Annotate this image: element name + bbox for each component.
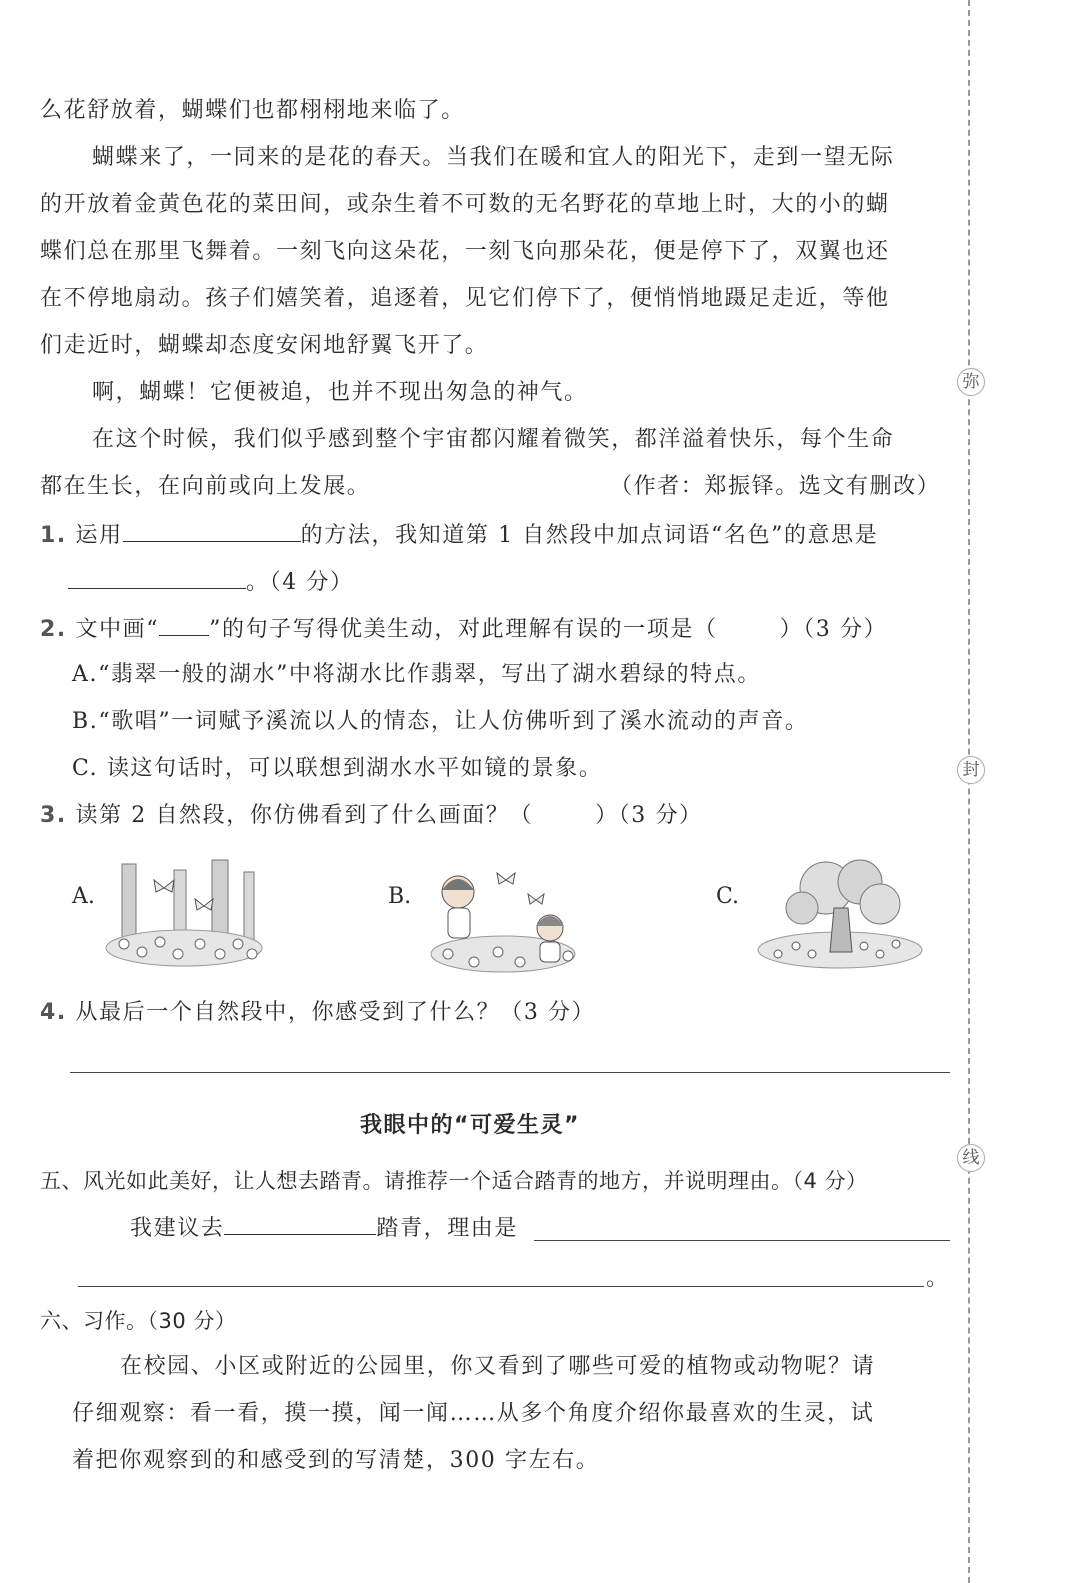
section-5-prompt — [130, 1212, 518, 1244]
question-score: ）（3 分） — [595, 803, 703, 828]
picture-label-b: B. — [388, 884, 412, 909]
reason-line[interactable] — [534, 1240, 950, 1241]
writing-prompt-line: 着把你观察到的和感受到的写清楚，300 字左右。 — [72, 1448, 600, 1473]
question-text: 文中画“ — [75, 617, 160, 642]
answer-blank[interactable] — [68, 566, 246, 589]
butterflies-in-forest-illustration — [104, 858, 264, 970]
question-number: 4. — [40, 1000, 67, 1025]
writing-prompt-line: 在校园、小区或附近的公园里，你又看到了哪些可爱的植物或动物呢？请 — [120, 1354, 876, 1379]
passage-line: 么花舒放着，蝴蝶们也都栩栩地来临了。 — [40, 98, 465, 123]
margin-mark-feng: 封 — [957, 756, 985, 784]
unit-title: 我眼中的“可爱生灵” — [360, 1113, 580, 1138]
reason-line[interactable] — [78, 1286, 924, 1287]
children-chasing-butterflies-illustration — [428, 850, 578, 974]
margin-mark-xian: 线 — [957, 1144, 985, 1172]
option-a: A.“翡翠一般的湖水”中将湖水比作翡翠，写出了湖水碧绿的特点。 — [72, 662, 761, 687]
question-1 — [40, 519, 878, 551]
margin-mark-mi: 弥 — [957, 368, 985, 396]
place-blank[interactable] — [224, 1212, 376, 1235]
answer-line[interactable] — [70, 1072, 950, 1073]
question-score: 。（4 分） — [246, 570, 354, 595]
question-2 — [40, 613, 887, 645]
answer-blank[interactable] — [123, 519, 301, 542]
prompt-text: 踏青，理由是 — [376, 1216, 519, 1241]
question-number: 1. — [40, 523, 67, 548]
question-3 — [40, 801, 703, 831]
passage-line: 蝶们总在那里飞舞着。一刻飞向这朵花，一刻飞向那朵花，便是停下了，双翼也还 — [40, 239, 890, 264]
question-text: 的方法，我知道第 1 自然段中加点词语“名色”的意思是 — [300, 523, 879, 548]
question-1-cont — [68, 566, 354, 598]
passage-line: 在这个时候，我们似乎感到整个宇宙都闪耀着微笑，都洋溢着快乐，每个生命 — [92, 427, 895, 452]
passage-line: 的开放着金黄色花的菜田间，或杂生着不可数的无名野花的草地上时，大的小的蝴 — [40, 192, 890, 217]
reason-end: 。 — [926, 1266, 950, 1291]
underline-sample — [159, 613, 209, 636]
question-text: 运用 — [75, 523, 123, 548]
passage-line: 啊，蝴蝶！它便被追，也并不现出匆急的神气。 — [92, 380, 588, 405]
passage-line: 在不停地扇动。孩子们嬉笑着，追逐着，见它们停下了，便悄悄地蹑足走近，等他 — [40, 286, 890, 311]
question-number: 2. — [40, 617, 67, 642]
picture-label-c: C. — [716, 884, 740, 909]
tree-with-flowers-illustration — [756, 858, 924, 972]
option-c: C. 读这句话时，可以联想到湖水水平如镜的景象。 — [72, 756, 603, 781]
question-text: 从最后一个自然段中，你感受到了什么？（3 分） — [75, 1000, 596, 1025]
question-score: ）（3 分） — [779, 617, 888, 642]
passage-line: 蝴蝶来了，一同来的是花的春天。当我们在暖和宜人的阳光下，走到一望无际 — [92, 145, 895, 170]
passage-source: （作者：郑振铎。选文有删改） — [610, 474, 941, 499]
question-4 — [40, 998, 595, 1028]
section-6-title: 六、习作。（30 分） — [40, 1309, 237, 1333]
passage-line: 们走近时，蝴蝶却态度安闲地舒翼飞开了。 — [40, 333, 489, 358]
question-text: 读第 2 自然段，你仿佛看到了什么画面？（ — [75, 803, 534, 828]
writing-prompt-line: 仔细观察：看一看，摸一摸，闻一闻……从多个角度介绍你最喜欢的生灵，试 — [72, 1401, 875, 1426]
section-5-title: 五、风光如此美好，让人想去踏青。请推荐一个适合踏青的地方，并说明理由。（4 分） — [40, 1169, 868, 1193]
picture-label-a: A. — [72, 884, 95, 909]
option-b: B.“歌唱”一词赋予溪流以人的情态，让人仿佛听到了溪水流动的声音。 — [72, 709, 809, 734]
binding-dashed-line — [968, 0, 970, 1583]
passage-line: 都在生长，在向前或向上发展。 — [40, 474, 371, 499]
question-number: 3. — [40, 803, 67, 828]
question-text: ”的句子写得优美生动，对此理解有误的一项是（ — [209, 617, 718, 642]
prompt-text: 我建议去 — [130, 1216, 225, 1241]
